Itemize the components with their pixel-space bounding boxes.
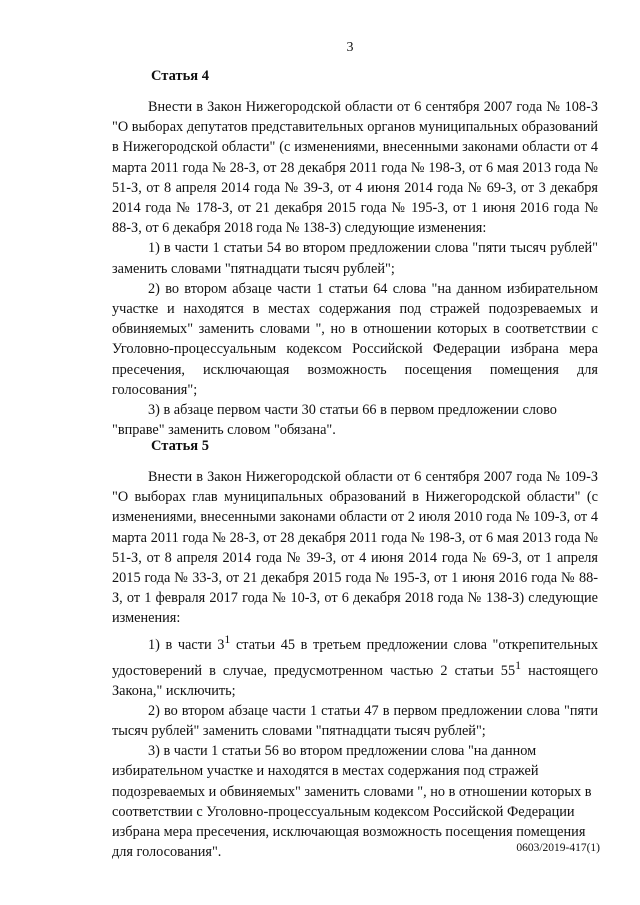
article-5-heading: Статья 5	[151, 438, 209, 454]
article-4-item-2: 2) во втором абзаце части 1 статьи 64 слова "на данном избирательном участке и находятся в местах содержания под стражей подозреваемых и обвиняемых" заменить словами ", но в отношении которых в соответствии с Уголовно-процессуальным кодексом Российской Федерации избрана мера пресечения, исключающая возможность посещения помещения для голосования";	[112, 280, 598, 398]
article-5-item-2: 2) во втором абзаце части 1 статьи 47 в первом предложении слова "пяти тысяч рублей" заменить словами "пятнадцати тысяч рублей";	[112, 702, 598, 739]
article-4-item-3: 3) в абзаце первом части 30 статьи 66 в первом предложении слово "вправе" заменить словом "обязана".	[112, 402, 557, 439]
article-5-item-1	[112, 629, 598, 701]
article-5-item-1-superscript-a: 1	[224, 631, 231, 646]
article-5-item-1-part-c: настоящего Закона," исключить;	[112, 662, 598, 699]
article-5-item-1-superscript-b: 1	[515, 657, 522, 672]
article-4-body	[112, 97, 598, 440]
page-number: 3	[346, 40, 354, 55]
article-4-intro: Внести в Закон Нижегородской области от 6 сентября 2007 года № 108-З "О выборах депутатов представительных органов муниципальных образований в Нижегородской области" (с изменениями, внесенными законами области от 4 марта 2011 года № 28-З, от 28 декабря 2011 года № 198-З, от 6 мая 2013 года № 51-З, от 8 апреля 2014 года № 39-З, от 4 июня 2014 года № 69-З, от 3 декабря 2014 года № 178-З, от 21 декабря 2015 года № 195-З, от 1 июня 2016 года № 88-З, от 6 декабря 2018 года № 138-З) следующие изменения:	[112, 99, 598, 237]
article-5-item-1-part-a: 1) в части 3	[148, 636, 225, 653]
article-5-item-1-part-b: статьи 45 в третьем предложении слова "открепительных удостоверений в случае, предусмотренном частью 2 статьи 55	[112, 636, 598, 679]
article-4-heading: Статья 4	[151, 68, 209, 84]
article-4-item-1: 1) в части 1 статьи 54 во втором предложении слова "пяти тысяч рублей" заменить словами "пятнадцати тысяч рублей";	[112, 240, 598, 277]
document-code: 0603/2019-417(1)	[516, 842, 600, 854]
article-5-intro: Внести в Закон Нижегородской области от 6 сентября 2007 года № 109-З "О выборах глав муниципальных образований в Нижегородской области" (с изменениями, внесенными законами области от 2 июля 2010 года № 109-З, от 4 марта 2011 года № 28-З, от 28 декабря 2011 года № 198-З, от 6 мая 2013 года № 51-З, от 8 апреля 2014 года № 39-З, от 4 июня 2014 года № 69-З, от 1 апреля 2015 года № 33-З, от 21 декабря 2015 года № 195-З, от 1 июня 2016 года № 88-З, от 1 февраля 2017 года № 10-З, от 6 декабря 2018 года № 138-З) следующие изменения:	[112, 469, 598, 627]
article-5-item-3: 3) в части 1 статьи 56 во втором предложении слова "на данном избирательном участке и находятся в местах содержания под стражей подозреваемых и обвиняемых" заменить словами ", но в отношении которых в соответствии с Уголовно-процессуальным кодексом Российской Федерации избрана мера пресечения, исключающая возможность посещения помещения для голосования".	[112, 743, 592, 861]
article-5-body	[112, 467, 598, 862]
